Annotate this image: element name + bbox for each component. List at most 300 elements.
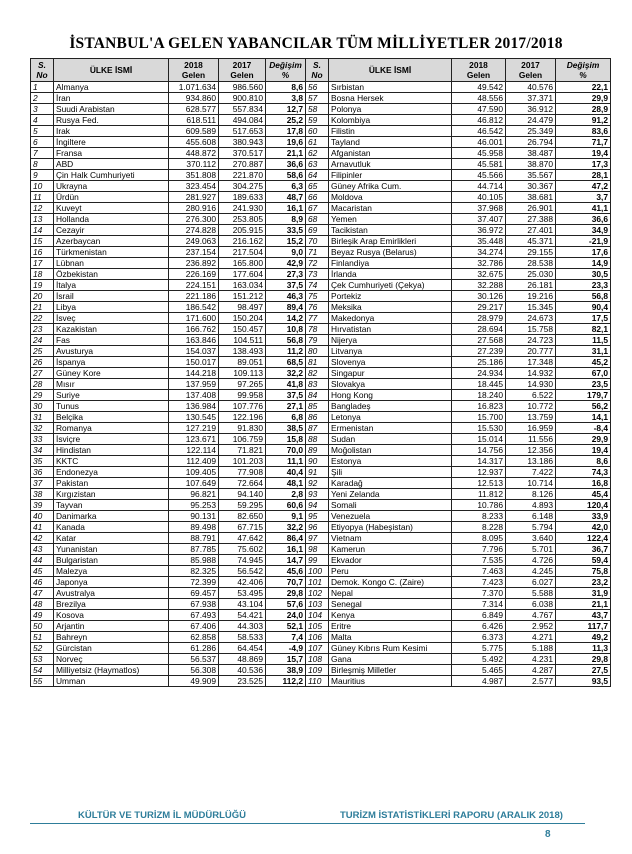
table-row [31, 269, 611, 280]
arrivals-2018: 109.405 [169, 467, 219, 478]
table-row [31, 401, 611, 412]
country-name: Bahreyn [54, 632, 169, 643]
change-percent: 57,6 [266, 599, 306, 610]
change-percent: 41,1 [556, 203, 611, 214]
table-row [31, 93, 611, 104]
country-name: Hindistan [54, 445, 169, 456]
change-percent: 91,2 [556, 115, 611, 126]
table-row [31, 423, 611, 434]
arrivals-2018: 154.037 [169, 346, 219, 357]
country-name: Slovenya [329, 357, 452, 368]
arrivals-2017: 17.348 [506, 357, 556, 368]
arrivals-2018: 69.457 [169, 588, 219, 599]
country-name: Peru [329, 566, 452, 577]
table-row [31, 577, 611, 588]
change-percent: 43,7 [556, 610, 611, 621]
arrivals-2018: 18.240 [452, 390, 506, 401]
change-percent: 17,6 [556, 247, 611, 258]
country-name: Hong Kong [329, 390, 452, 401]
table-row [31, 500, 611, 511]
row-number: 58 [306, 104, 329, 115]
arrivals-2017: 82.650 [219, 511, 266, 522]
change-percent: 17,8 [266, 126, 306, 137]
table-row [31, 676, 611, 687]
change-percent: 31,1 [556, 346, 611, 357]
change-percent: -8,4 [556, 423, 611, 434]
country-name: Güney Kıbrıs Rum Kesimi [329, 643, 452, 654]
arrivals-2018: 618.511 [169, 115, 219, 126]
arrivals-2017: 25.030 [506, 269, 556, 280]
arrivals-2018: 30.126 [452, 291, 506, 302]
change-percent: 15,8 [266, 434, 306, 445]
arrivals-2018: 5.775 [452, 643, 506, 654]
arrivals-2018: 281.927 [169, 192, 219, 203]
country-name: Bangladeş [329, 401, 452, 412]
row-number: 84 [306, 390, 329, 401]
country-name: Eritre [329, 621, 452, 632]
country-name: Çek Cumhuriyeti (Çekya) [329, 280, 452, 291]
table-row [31, 247, 611, 258]
change-percent: 70,7 [266, 577, 306, 588]
change-percent: 14,7 [266, 555, 306, 566]
arrivals-2017: 109.113 [219, 368, 266, 379]
header-no: S. No [306, 59, 329, 82]
arrivals-2017: 48.869 [219, 654, 266, 665]
arrivals-2017: 26.901 [506, 203, 556, 214]
arrivals-2018: 7.423 [452, 577, 506, 588]
arrivals-2018: 85.988 [169, 555, 219, 566]
country-name: Kuveyt [54, 203, 169, 214]
country-name: Venezuela [329, 511, 452, 522]
row-number: 78 [306, 324, 329, 335]
row-number: 102 [306, 588, 329, 599]
country-name: Tayvan [54, 500, 169, 511]
country-name: Irak [54, 126, 169, 137]
arrivals-2017: 40.536 [219, 665, 266, 676]
arrivals-2017: 7.422 [506, 467, 556, 478]
arrivals-2018: 49.542 [452, 82, 506, 93]
row-number: 39 [31, 500, 54, 511]
row-number: 100 [306, 566, 329, 577]
arrivals-2017: 177.604 [219, 269, 266, 280]
row-number: 97 [306, 533, 329, 544]
country-name: Belçika [54, 412, 169, 423]
arrivals-2017: 6.522 [506, 390, 556, 401]
table-row [31, 599, 611, 610]
arrivals-2018: 67.493 [169, 610, 219, 621]
page-title: İSTANBUL'A GELEN YABANCILAR TÜM MİLLİYETLER 2017/2018 [69, 35, 563, 52]
country-name: Yemen [329, 214, 452, 225]
country-name: Litvanya [329, 346, 452, 357]
table-row [31, 379, 611, 390]
country-name: Bulgaristan [54, 555, 169, 566]
arrivals-2018: 14.317 [452, 456, 506, 467]
arrivals-2018: 186.542 [169, 302, 219, 313]
row-number: 103 [306, 599, 329, 610]
arrivals-2017: 38.487 [506, 148, 556, 159]
country-name: Sudan [329, 434, 452, 445]
country-name: Ermenistan [329, 423, 452, 434]
country-name: Ürdün [54, 192, 169, 203]
change-percent: 56,2 [556, 401, 611, 412]
arrivals-2017: 494.084 [219, 115, 266, 126]
change-percent: 19,4 [556, 445, 611, 456]
country-name: İsveç [54, 313, 169, 324]
table-row [31, 522, 611, 533]
country-name: Birleşmiş Milletler [329, 665, 452, 676]
country-name: Malta [329, 632, 452, 643]
arrivals-2017: 43.104 [219, 599, 266, 610]
country-name: Kolombiya [329, 115, 452, 126]
row-number: 85 [306, 401, 329, 412]
row-number: 65 [306, 181, 329, 192]
country-name: Singapur [329, 368, 452, 379]
arrivals-2018: 36.972 [452, 225, 506, 236]
change-percent: 70,0 [266, 445, 306, 456]
country-name: Rusya Fed. [54, 115, 169, 126]
footer-divider [30, 823, 585, 824]
change-percent: 7,4 [266, 632, 306, 643]
row-number: 53 [31, 654, 54, 665]
arrivals-2017: 12.356 [506, 445, 556, 456]
arrivals-2018: 45.958 [452, 148, 506, 159]
arrivals-2017: 64.454 [219, 643, 266, 654]
row-number: 57 [306, 93, 329, 104]
arrivals-2017: 557.834 [219, 104, 266, 115]
change-percent: 179,7 [556, 390, 611, 401]
change-percent: 19,6 [266, 137, 306, 148]
table-row [31, 104, 611, 115]
change-percent: 16,1 [266, 544, 306, 555]
arrivals-2017: 38.870 [506, 159, 556, 170]
change-percent: 16,8 [556, 478, 611, 489]
table-row [31, 588, 611, 599]
arrivals-2018: 56.308 [169, 665, 219, 676]
arrivals-2018: 47.590 [452, 104, 506, 115]
row-number: 62 [306, 148, 329, 159]
arrivals-2018: 7.796 [452, 544, 506, 555]
arrivals-2017: 77.908 [219, 467, 266, 478]
arrivals-2017: 151.212 [219, 291, 266, 302]
row-number: 49 [31, 610, 54, 621]
arrivals-2017: 91.830 [219, 423, 266, 434]
arrivals-2018: 14.756 [452, 445, 506, 456]
change-percent: 14,9 [556, 258, 611, 269]
row-number: 107 [306, 643, 329, 654]
arrivals-2017: 14.930 [506, 379, 556, 390]
row-number: 13 [31, 214, 54, 225]
row-number: 54 [31, 665, 54, 676]
row-number: 31 [31, 412, 54, 423]
country-name: Moğolistan [329, 445, 452, 456]
row-number: 95 [306, 511, 329, 522]
change-percent: 29,9 [556, 434, 611, 445]
row-number: 59 [306, 115, 329, 126]
arrivals-2017: 138.493 [219, 346, 266, 357]
table-row [31, 258, 611, 269]
arrivals-2018: 95.253 [169, 500, 219, 511]
table-row [31, 313, 611, 324]
arrivals-2018: 32.675 [452, 269, 506, 280]
table-row [31, 467, 611, 478]
table-row [31, 412, 611, 423]
row-number: 87 [306, 423, 329, 434]
row-number: 34 [31, 445, 54, 456]
row-number: 70 [306, 236, 329, 247]
arrivals-2017: 221.870 [219, 170, 266, 181]
change-percent: 112,2 [266, 676, 306, 687]
change-percent: 29,8 [266, 588, 306, 599]
table-row [31, 610, 611, 621]
arrivals-2017: 217.504 [219, 247, 266, 258]
row-number: 104 [306, 610, 329, 621]
row-number: 29 [31, 390, 54, 401]
table-row [31, 390, 611, 401]
table-row [31, 148, 611, 159]
row-number: 108 [306, 654, 329, 665]
arrivals-2017: 23.525 [219, 676, 266, 687]
change-percent: 15,7 [266, 654, 306, 665]
arrivals-2018: 46.542 [452, 126, 506, 137]
row-number: 90 [306, 456, 329, 467]
arrivals-2017: 517.653 [219, 126, 266, 137]
arrivals-2018: 4.987 [452, 676, 506, 687]
arrivals-2018: 87.785 [169, 544, 219, 555]
row-number: 60 [306, 126, 329, 137]
arrivals-2017: 38.681 [506, 192, 556, 203]
change-percent: 93,5 [556, 676, 611, 687]
arrivals-2017: 94.140 [219, 489, 266, 500]
change-percent: 37,5 [266, 280, 306, 291]
change-percent: 75,8 [556, 566, 611, 577]
row-number: 55 [31, 676, 54, 687]
country-name: Şili [329, 467, 452, 478]
row-number: 26 [31, 357, 54, 368]
country-name: Özbekistan [54, 269, 169, 280]
table-header-row [31, 59, 611, 82]
header-2017: 2017 Gelen [219, 59, 266, 82]
country-name: Kanada [54, 522, 169, 533]
header-country: ÜLKE İSMİ [329, 59, 452, 82]
arrivals-2017: 19.216 [506, 291, 556, 302]
table-row [31, 566, 611, 577]
arrivals-2018: 6.426 [452, 621, 506, 632]
arrivals-2018: 46.001 [452, 137, 506, 148]
change-percent: 9,1 [266, 511, 306, 522]
row-number: 10 [31, 181, 54, 192]
arrivals-2018: 82.325 [169, 566, 219, 577]
country-name: Senegal [329, 599, 452, 610]
change-percent: 117,7 [556, 621, 611, 632]
arrivals-2018: 44.714 [452, 181, 506, 192]
arrivals-2017: 59.295 [219, 500, 266, 511]
row-number: 51 [31, 632, 54, 643]
change-percent: 21,1 [266, 148, 306, 159]
country-name: Polonya [329, 104, 452, 115]
row-number: 67 [306, 203, 329, 214]
change-percent: 32,2 [266, 522, 306, 533]
arrivals-2018: 45.566 [452, 170, 506, 181]
row-number: 7 [31, 148, 54, 159]
arrivals-2018: 12.937 [452, 467, 506, 478]
change-percent: 17,5 [556, 313, 611, 324]
change-percent: 23,2 [556, 577, 611, 588]
arrivals-2017: 26.181 [506, 280, 556, 291]
arrivals-2017: 99.958 [219, 390, 266, 401]
row-number: 1 [31, 82, 54, 93]
country-name: Mısır [54, 379, 169, 390]
country-name: Endonezya [54, 467, 169, 478]
country-name: Suriye [54, 390, 169, 401]
table-row [31, 225, 611, 236]
country-name: Makedonya [329, 313, 452, 324]
change-percent: 83,6 [556, 126, 611, 137]
change-percent: 45,6 [266, 566, 306, 577]
country-name: Cezayir [54, 225, 169, 236]
country-name: Ukrayna [54, 181, 169, 192]
change-percent: 52,1 [266, 621, 306, 632]
arrivals-2018: 112.409 [169, 456, 219, 467]
table-row [31, 456, 611, 467]
country-name: Arnavutluk [329, 159, 452, 170]
change-percent: 8,9 [266, 214, 306, 225]
arrivals-2018: 37.407 [452, 214, 506, 225]
arrivals-2017: 72.664 [219, 478, 266, 489]
row-number: 9 [31, 170, 54, 181]
row-number: 42 [31, 533, 54, 544]
country-name: Mauritius [329, 676, 452, 687]
arrivals-2018: 137.959 [169, 379, 219, 390]
change-percent: 48,7 [266, 192, 306, 203]
arrivals-2018: 122.114 [169, 445, 219, 456]
row-number: 3 [31, 104, 54, 115]
arrivals-2017: 241.930 [219, 203, 266, 214]
row-number: 47 [31, 588, 54, 599]
table-row [31, 478, 611, 489]
arrivals-2017: 36.912 [506, 104, 556, 115]
change-percent: 10,8 [266, 324, 306, 335]
country-name: Portekiz [329, 291, 452, 302]
arrivals-2018: 40.105 [452, 192, 506, 203]
change-percent: 8,6 [556, 456, 611, 467]
arrivals-2017: 4.245 [506, 566, 556, 577]
row-number: 36 [31, 467, 54, 478]
country-name: Afganistan [329, 148, 452, 159]
arrivals-2017: 5.588 [506, 588, 556, 599]
table-row [31, 181, 611, 192]
row-number: 4 [31, 115, 54, 126]
country-name: Milliyetsiz (Haymatlos) [54, 665, 169, 676]
country-name: Moldova [329, 192, 452, 203]
country-name: Tacikistan [329, 225, 452, 236]
arrivals-2018: 61.286 [169, 643, 219, 654]
country-name: Güney Kore [54, 368, 169, 379]
arrivals-2018: 163.846 [169, 335, 219, 346]
change-percent: 23,5 [556, 379, 611, 390]
table-row [31, 368, 611, 379]
table-row [31, 126, 611, 137]
change-percent: 21,1 [556, 599, 611, 610]
arrivals-2017: 6.038 [506, 599, 556, 610]
change-percent: 23,3 [556, 280, 611, 291]
arrivals-2018: 351.808 [169, 170, 219, 181]
arrivals-2017: 122.196 [219, 412, 266, 423]
arrivals-2018: 32.288 [452, 280, 506, 291]
table-row [31, 434, 611, 445]
arrivals-2017: 304.275 [219, 181, 266, 192]
arrivals-2017: 107.776 [219, 401, 266, 412]
country-name: Gana [329, 654, 452, 665]
header-no: S. No [31, 59, 54, 82]
country-name: Almanya [54, 82, 169, 93]
country-name: Somali [329, 500, 452, 511]
row-number: 105 [306, 621, 329, 632]
country-name: Karadağ [329, 478, 452, 489]
table-row [31, 115, 611, 126]
country-name: Meksika [329, 302, 452, 313]
header-2018: 2018 Gelen [452, 59, 506, 82]
row-number: 38 [31, 489, 54, 500]
arrivals-2017: 24.479 [506, 115, 556, 126]
arrivals-2018: 27.239 [452, 346, 506, 357]
row-number: 98 [306, 544, 329, 555]
table-row [31, 533, 611, 544]
country-name: KKTC [54, 456, 169, 467]
country-name: Libya [54, 302, 169, 313]
arrivals-2018: 609.589 [169, 126, 219, 137]
change-percent: 14,1 [556, 412, 611, 423]
arrivals-2017: 42.406 [219, 577, 266, 588]
country-name: Kenya [329, 610, 452, 621]
arrivals-2018: 370.112 [169, 159, 219, 170]
country-name: Gürcistan [54, 643, 169, 654]
country-name: Umman [54, 676, 169, 687]
header-2018: 2018 Gelen [169, 59, 219, 82]
table-row [31, 137, 611, 148]
arrivals-2017: 74.945 [219, 555, 266, 566]
country-name: Hollanda [54, 214, 169, 225]
arrivals-2018: 6.849 [452, 610, 506, 621]
arrivals-2018: 56.537 [169, 654, 219, 665]
arrivals-2017: 2.577 [506, 676, 556, 687]
arrivals-2018: 127.219 [169, 423, 219, 434]
arrivals-2017: 98.497 [219, 302, 266, 313]
arrivals-2017: 104.511 [219, 335, 266, 346]
row-number: 75 [306, 291, 329, 302]
arrivals-2017: 35.567 [506, 170, 556, 181]
country-name: İrlanda [329, 269, 452, 280]
row-number: 45 [31, 566, 54, 577]
country-name: Nijerya [329, 335, 452, 346]
change-percent: 60,6 [266, 500, 306, 511]
change-percent: 30,5 [556, 269, 611, 280]
change-percent: -21,9 [556, 236, 611, 247]
change-percent: 24,0 [266, 610, 306, 621]
change-percent: 45,4 [556, 489, 611, 500]
row-number: 101 [306, 577, 329, 588]
arrivals-2018: 15.700 [452, 412, 506, 423]
row-number: 110 [306, 676, 329, 687]
change-percent: 58,6 [266, 170, 306, 181]
row-number: 77 [306, 313, 329, 324]
country-name: Filistin [329, 126, 452, 137]
country-name: Azerbaycan [54, 236, 169, 247]
arrivals-2017: 163.034 [219, 280, 266, 291]
change-percent: 74,3 [556, 467, 611, 478]
arrivals-2018: 224.151 [169, 280, 219, 291]
arrivals-2017: 53.495 [219, 588, 266, 599]
change-percent: 32,2 [266, 368, 306, 379]
